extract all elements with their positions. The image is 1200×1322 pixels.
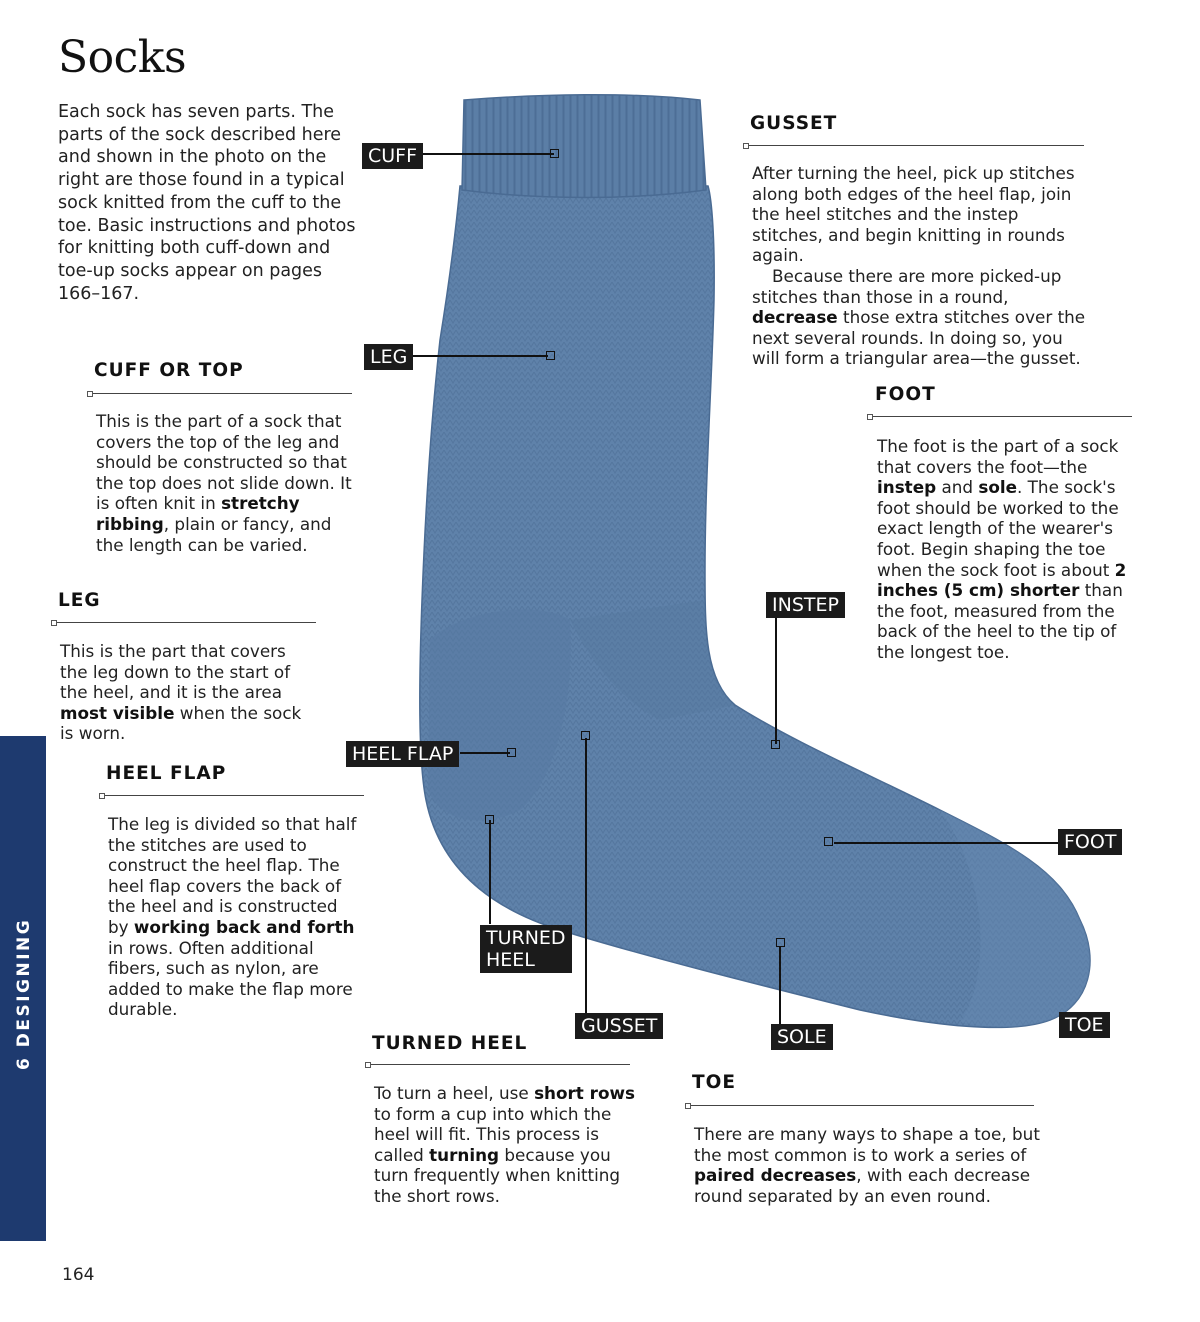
- foot-rule: [868, 416, 1132, 417]
- leg-text: This is the part that covers the leg down to the start of the heel, and it is the area most visible when the sock is worn.: [60, 641, 302, 744]
- instep-marker: [771, 740, 780, 749]
- foot-heading: FOOT: [875, 384, 936, 405]
- label-instep: INSTEP: [766, 592, 845, 618]
- cuff-heading: CUFF OR TOP: [94, 360, 244, 381]
- heel-flap-heading: HEEL FLAP: [106, 763, 227, 784]
- sole-marker: [776, 938, 785, 947]
- label-foot: FOOT: [1058, 829, 1122, 855]
- label-cuff: CUFF: [362, 143, 423, 169]
- label-turned-heel: TURNED HEEL: [480, 925, 572, 973]
- cuff-marker: [550, 149, 559, 158]
- heel-flap-marker: [507, 748, 516, 757]
- label-gusset: GUSSET: [575, 1013, 663, 1039]
- foot-text: The foot is the part of a sock that covers the foot—the instep and sole. The sock's foot should be worked to the exact length of the wearer's foot. Begin shaping the toe when the sock foot is about 2 inches (5 cm) shorter than the foot, measured from the back of the heel to the tip of the longest toe.: [877, 436, 1127, 662]
- gusset-marker: [581, 731, 590, 740]
- instep-leader-line: [775, 616, 777, 744]
- foot-marker: [824, 837, 833, 846]
- leg-heading: LEG: [58, 590, 101, 611]
- page-title: Socks: [58, 32, 187, 83]
- cuff-rule: [88, 393, 352, 394]
- sole-leader-line: [779, 946, 781, 1024]
- turned-heel-leader-line: [489, 820, 491, 924]
- turned-heel-marker: [485, 815, 494, 824]
- toe-rule: [686, 1105, 1034, 1106]
- chapter-tab-label: 6 DESIGNING: [14, 917, 34, 1070]
- page-number: 164: [62, 1265, 95, 1285]
- gusset-heading: GUSSET: [750, 113, 838, 134]
- toe-heading: TOE: [692, 1072, 736, 1093]
- foot-leader-line: [834, 842, 1060, 844]
- heel-flap-text: The leg is divided so that half the stitches are used to construct the heel flap. The heel flap covers the back of the heel and is constructed by working back and forth in rows. Often additional fibers, such as nylon, are added to make the flap more durable.: [108, 814, 357, 1020]
- cuff-text: This is the part of a sock that covers the top of the leg and should be constructed so that the top does not slide down. It is often knit in stretchy ribbing, plain or fancy, and the length can be varied.: [96, 411, 352, 555]
- toe-text: There are many ways to shape a toe, but the most common is to work a series of paired decreases, with each decrease round separated by an even round.: [694, 1124, 1040, 1206]
- gusset-rule: [744, 145, 1084, 146]
- turned-heel-rule: [366, 1064, 630, 1065]
- cuff-leader-line: [418, 153, 554, 155]
- sock-cuff: [462, 95, 706, 198]
- label-leg: LEG: [364, 344, 413, 370]
- leg-rule: [52, 622, 316, 623]
- gusset-text: After turning the heel, pick up stitches along both edges of the heel flap, join the heel stitches and the instep stitches, and begin knitting in rounds again. Because there are more picked-up stitches than those in a round, decrease those extra stitches over the next several rounds. In doing so, you will form a triangular area—the gusset.: [752, 163, 1086, 369]
- label-heel-flap: HEEL FLAP: [346, 741, 459, 767]
- turned-heel-heading: TURNED HEEL: [372, 1033, 528, 1054]
- gusset-leader-line: [585, 738, 587, 1014]
- label-sole: SOLE: [771, 1024, 833, 1050]
- leg-marker: [546, 351, 555, 360]
- heel-flap-leader-line: [460, 752, 510, 754]
- intro-paragraph: Each sock has seven parts. The parts of the sock described here and shown in the photo on the right are those found in a typical sock knitted from the cuff to the toe. Basic instructions and photos for knitting both cuff-down and toe-up socks appear on pages 166–167.: [58, 102, 356, 304]
- turned-heel-text: To turn a heel, use short rows to form a cup into which the heel will fit. This process is called turning because you turn frequently when knitting the short rows.: [374, 1083, 635, 1206]
- heel-flap-rule: [100, 795, 364, 796]
- leg-leader-line: [412, 355, 548, 357]
- label-toe: TOE: [1059, 1012, 1110, 1038]
